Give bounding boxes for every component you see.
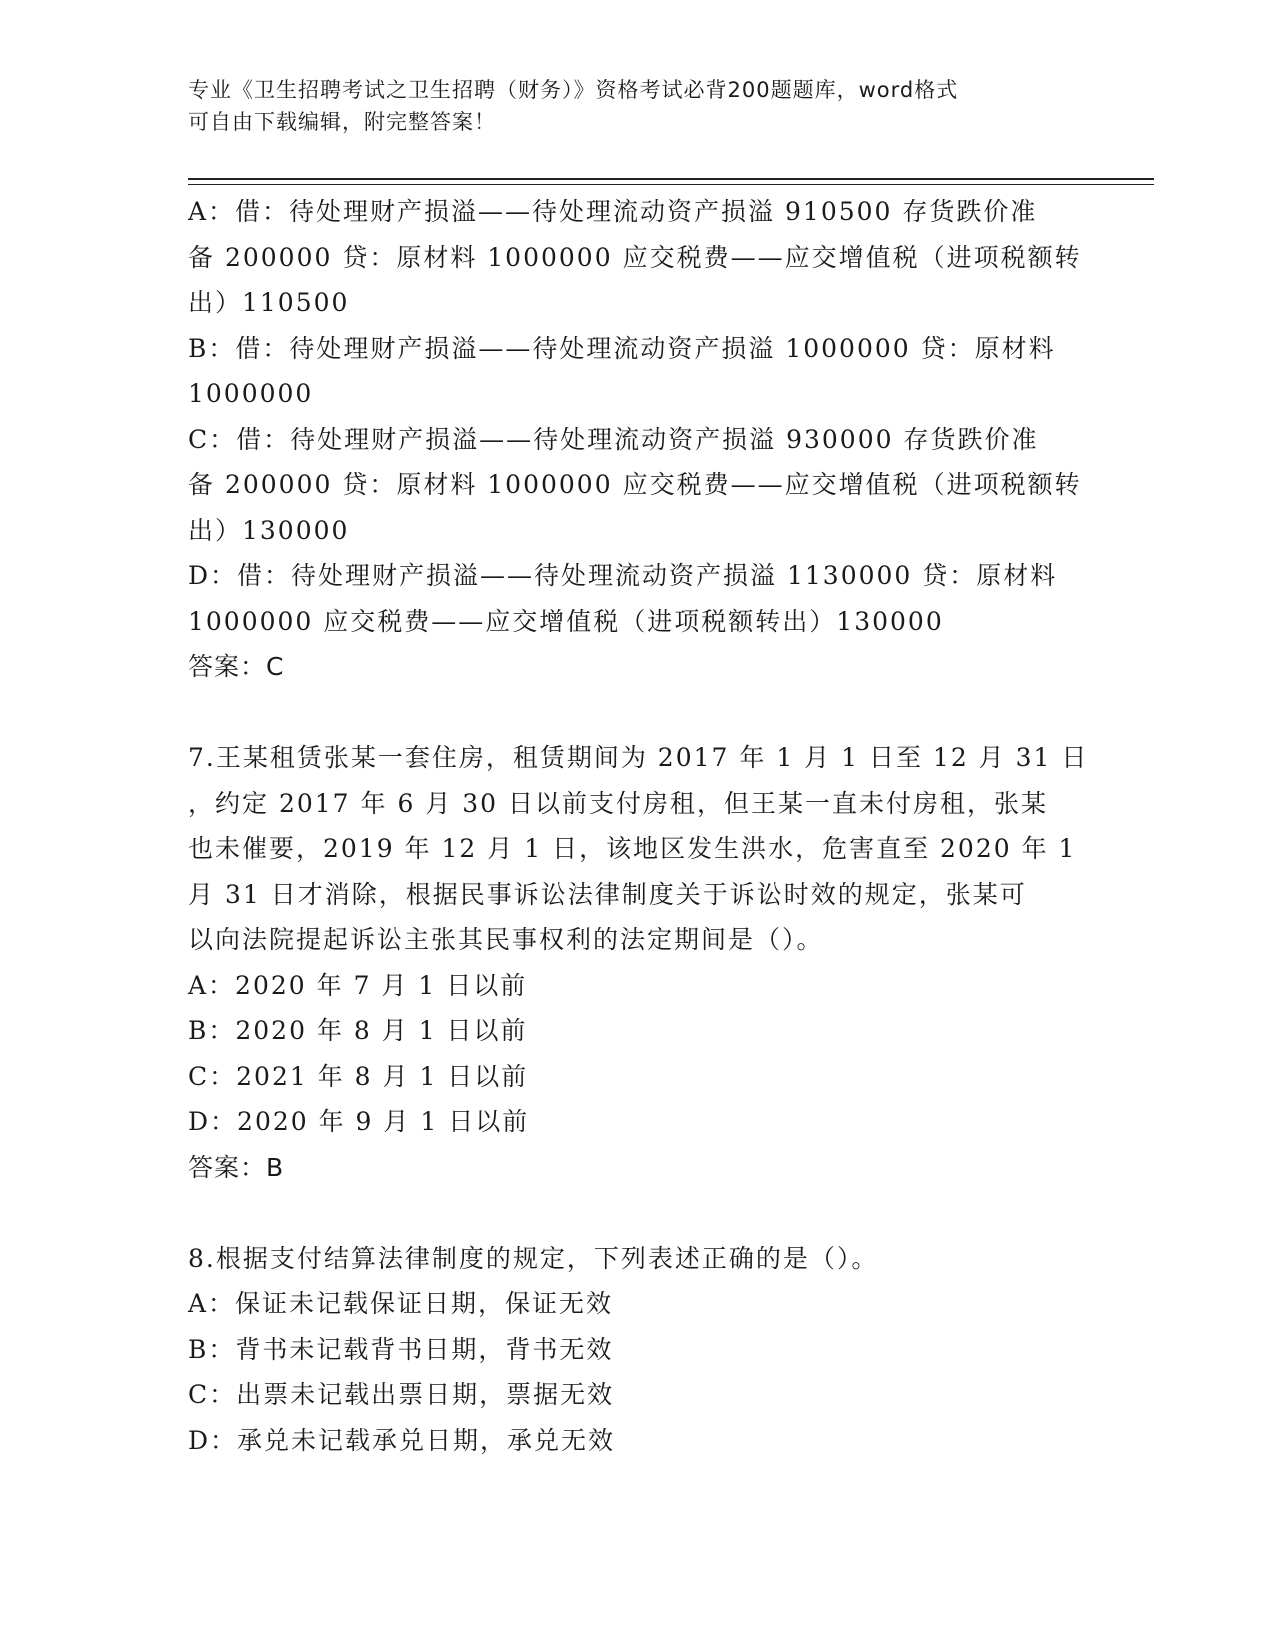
document-body [188, 189, 1088, 1463]
stem-line: 也未催要，2019 年 12 月 1 日，该地区发生洪水，危害直至 2020 年 1 [188, 834, 1077, 863]
question-8-option-d: D：承兑未记载承兑日期，承兑无效 [188, 1425, 616, 1455]
question-8-option-b: B：背书未记载背书日期，背书无效 [188, 1334, 614, 1364]
question-6-option-d [188, 553, 1088, 644]
document-header [188, 74, 1088, 138]
option-line: 出）130000 [188, 515, 350, 545]
option-line: 1000000 [188, 379, 314, 408]
question-7-answer: 答案：B [188, 1152, 285, 1182]
question-7-option-d: D：2020 年 9 月 1 日以前 [188, 1107, 530, 1136]
question-7-option-a: A：2020 年 7 月 1 日以前 [188, 970, 528, 1000]
question-8-option-a: A：保证未记载保证日期，保证无效 [188, 1289, 614, 1318]
option-line: B：借：待处理财产损溢——待处理流动资产损溢 1000000 贷：原材料 [188, 333, 1056, 363]
stem-line: ，约定 2017 年 6 月 30 日以前支付房租，但王某一直未付房租，张某 [188, 788, 1049, 818]
spacer [188, 690, 1088, 736]
question-6-option-c [188, 417, 1088, 554]
header-divider-thick [188, 178, 1154, 180]
question-8-option-c: C：出票未记载出票日期，票据无效 [188, 1380, 615, 1409]
stem-line: 以向法院提起诉讼主张其民事权利的法定期间是（）。 [188, 925, 824, 954]
header-divider-thin [188, 184, 1154, 185]
question-8-stem: 8.根据支付结算法律制度的规定，下列表述正确的是（）。 [188, 1243, 879, 1273]
option-line: 1000000 应交税费——应交增值税（进项税额转出）130000 [188, 606, 944, 636]
option-line: D：借：待处理财产损溢——待处理流动资产损溢 1130000 贷：原材料 [188, 561, 1058, 590]
question-7-option-c: C：2021 年 8 月 1 日以前 [188, 1061, 529, 1091]
option-line: 备 200000 贷：原材料 1000000 应交税费——应交增值税（进项税额转 [188, 470, 1082, 499]
header-line-1: 专业《卫生招聘考试之卫生招聘（财务）》资格考试必背200题题库，word格式 [188, 78, 959, 102]
option-line: 出）110500 [188, 288, 350, 317]
spacer [188, 1190, 1088, 1236]
question-6-option-b [188, 326, 1088, 417]
option-line: A：借：待处理财产损溢——待处理流动资产损溢 910500 存货跌价准 [188, 197, 1038, 226]
question-7-option-b: B：2020 年 8 月 1 日以前 [188, 1016, 528, 1045]
stem-line: 7.王某租赁张某一套住房，租赁期间为 2017 年 1 月 1 日至 12 月 31 日 [188, 743, 1089, 772]
option-line: 备 200000 贷：原材料 1000000 应交税费——应交增值税（进项税额转 [188, 242, 1082, 272]
option-line: C：借：待处理财产损溢——待处理流动资产损溢 930000 存货跌价准 [188, 424, 1039, 454]
question-6-option-a [188, 189, 1088, 326]
stem-line: 月 31 日才消除，根据民事诉讼法律制度关于诉讼时效的规定，张某可 [188, 879, 1027, 909]
header-line-2: 可自由下载编辑，附完整答案！ [188, 110, 496, 134]
question-6-answer: 答案：C [188, 652, 285, 681]
question-7-stem [188, 735, 1088, 963]
